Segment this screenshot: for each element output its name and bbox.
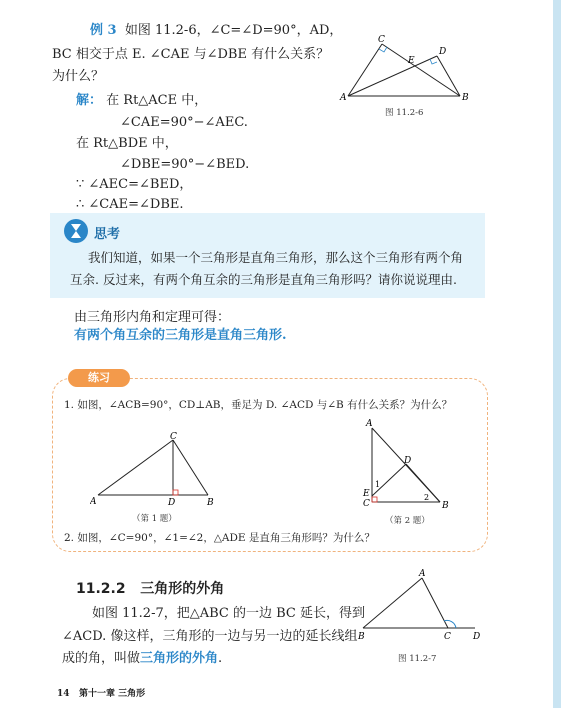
p2-label-a: A	[366, 419, 373, 429]
practice-question-1: 1. 如图，∠ACB=90°，CD⊥AB，垂足为 D. ∠ACD 与∠B 有什么关系？为什么？	[64, 399, 453, 411]
practice-figure-1	[90, 430, 220, 510]
section-para-line-1: 如图 11.2-7，把△ABC 的一边 BC 延长，得到	[92, 606, 366, 621]
think-title: 思考	[94, 227, 121, 242]
p2-label-c: C	[363, 499, 370, 509]
solution-line-6: ∴ ∠CAE=∠DBE.	[76, 197, 184, 212]
solution-text-1: 在 Rt△ACE 中，	[106, 93, 208, 108]
example-line-2: BC 相交于点 E. ∠CAE 与∠DBE 有什么关系？	[52, 47, 330, 62]
practice-figure-2-caption: （第 2 题）	[385, 516, 430, 526]
figure-11-2-6-caption: 图 11.2-6	[385, 108, 424, 118]
p2-label-b: B	[442, 501, 449, 511]
fig7-label-b: B	[358, 632, 365, 642]
practice-figure-1-caption: （第 1 题）	[132, 514, 177, 524]
solution-label: 解：	[76, 93, 103, 108]
solution-line-3: 在 Rt△BDE 中，	[76, 136, 178, 151]
figure-11-2-7-caption: 图 11.2-7	[398, 654, 437, 664]
example-text-1: 如图 11.2-6，∠C=∠D=90°，AD，	[124, 23, 343, 38]
theorem-intro: 由三角形内角和定理可得：	[74, 310, 231, 325]
example-line-3: 为什么？	[52, 69, 105, 84]
section-heading	[76, 578, 224, 598]
section-para-end: .	[218, 651, 223, 666]
solution-line-4: ∠DBE=90°−∠BED.	[120, 157, 250, 172]
practice-question-2: 2. 如图，∠C=90°，∠1=∠2，△ADE 是直角三角形吗？为什么？	[64, 532, 375, 544]
exterior-angle-term: 三角形的外角	[140, 651, 219, 666]
theorem-statement: 有两个角互余的三角形是直角三角形.	[74, 328, 287, 343]
solution-line-2: ∠CAE=90°−∠AEC.	[120, 115, 248, 130]
section-title: 三角形的外角	[140, 581, 225, 597]
think-line-2: 互余. 反过来，有两个角互余的三角形是直角三角形吗？请你说说理由.	[70, 272, 457, 287]
fig6-label-c: C	[378, 35, 385, 45]
solution-line-1	[76, 92, 207, 110]
fig6-label-b: B	[462, 93, 469, 103]
page-edge-bar	[553, 0, 561, 708]
example-line-1	[90, 22, 342, 40]
p2-label-d: D	[404, 456, 412, 466]
fig6-label-a: A	[340, 93, 347, 103]
p1-label-b: B	[207, 498, 214, 508]
section-para-text: 成的角，叫做	[62, 651, 141, 666]
chapter-title: 第十一章 三角形	[78, 689, 146, 699]
p2-label-e: E	[363, 489, 370, 499]
section-number: 11.2.2	[76, 581, 126, 597]
figure-11-2-7	[355, 566, 485, 646]
fig6-label-d: D	[439, 47, 447, 57]
p1-label-c: C	[170, 432, 177, 442]
solution-line-5: ∵ ∠AEC=∠BED，	[76, 177, 193, 192]
hourglass-icon	[63, 218, 89, 244]
practice-label: 练习	[68, 369, 130, 387]
p2-label-1: 1	[375, 480, 381, 489]
p1-label-d: D	[168, 498, 176, 508]
fig7-label-a: A	[419, 569, 426, 579]
p1-label-a: A	[90, 497, 97, 507]
fig7-label-c: C	[444, 632, 451, 642]
section-para-line-2: ∠ACD. 像这样，三角形的一边与另一边的延长线组	[62, 629, 358, 644]
page-number: 14	[57, 689, 70, 699]
example-label: 例 3	[90, 23, 117, 38]
p2-label-2: 2	[424, 493, 430, 502]
page-footer	[57, 686, 145, 699]
fig7-label-d: D	[473, 632, 481, 642]
fig6-label-e: E	[408, 56, 415, 66]
practice-figure-2	[360, 416, 450, 512]
think-line-1: 我们知道，如果一个三角形是直角三角形，那么这个三角形有两个角	[88, 250, 464, 265]
section-para-line-3	[62, 650, 222, 668]
